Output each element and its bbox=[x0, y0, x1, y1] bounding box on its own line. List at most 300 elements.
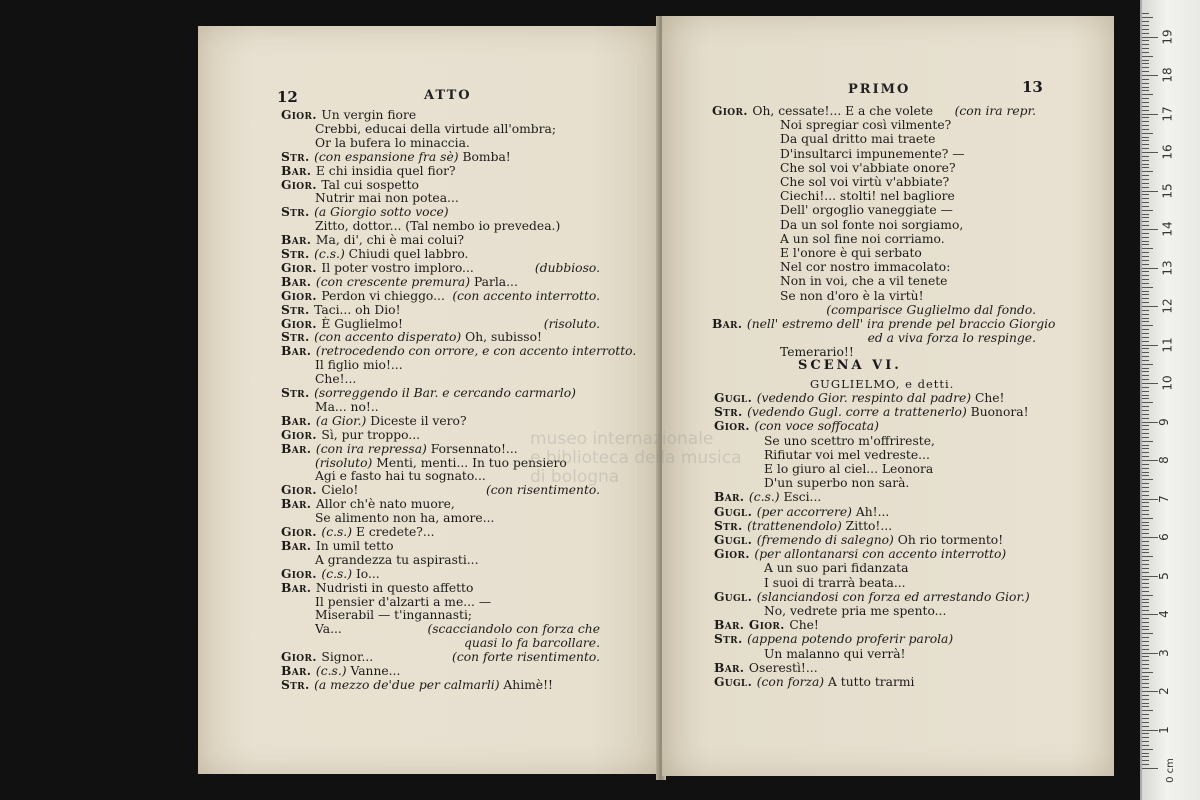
speaker-label: Str. bbox=[281, 204, 315, 220]
verse-text: Nel cor nostro immacolato: bbox=[780, 260, 951, 275]
text-line bbox=[281, 178, 419, 192]
text-line bbox=[712, 161, 956, 175]
text-line bbox=[281, 553, 478, 567]
verse-text: Perdon vi chieggo... bbox=[321, 288, 445, 303]
text-line bbox=[714, 590, 1030, 604]
ruler-tick bbox=[1142, 152, 1158, 153]
text-line bbox=[712, 104, 933, 118]
ruler-tick bbox=[1142, 294, 1149, 295]
stage-direction: (vedendo Gior. respinto dal padre) bbox=[756, 391, 975, 405]
ruler-number: 3 bbox=[1156, 648, 1171, 657]
text-line bbox=[281, 136, 470, 150]
ruler-tick bbox=[1142, 233, 1149, 234]
ruler-number: 6 bbox=[1156, 533, 1171, 541]
text-line bbox=[281, 219, 560, 233]
text-line bbox=[714, 647, 906, 661]
text-line bbox=[714, 533, 1003, 547]
text-line bbox=[714, 561, 908, 575]
speaker-label: Str. bbox=[714, 517, 748, 533]
ruler-tick bbox=[1142, 210, 1153, 211]
ruler-tick bbox=[1142, 337, 1149, 338]
scene-heading: SCENA VI. bbox=[798, 358, 902, 373]
verse-text: Oserestì!... bbox=[748, 660, 818, 675]
ruler-tick bbox=[1142, 214, 1149, 215]
verse-text: Se alimento non ha, amore... bbox=[315, 511, 495, 526]
ruler-tick bbox=[1142, 395, 1149, 396]
text-line bbox=[281, 525, 435, 539]
speaker-label: Bar. bbox=[281, 663, 316, 678]
ruler-tick bbox=[1142, 371, 1149, 372]
verse-text: Se uno scettro m'offrireste, bbox=[764, 433, 935, 448]
text-line bbox=[712, 175, 949, 189]
ruler-tick bbox=[1142, 429, 1149, 430]
verse-text: Il poter vostro imploro... bbox=[321, 260, 474, 275]
ruler-tick bbox=[1142, 117, 1149, 118]
stage-direction: (risoluto) bbox=[315, 455, 377, 470]
ruler-tick bbox=[1142, 329, 1149, 330]
ruler-tick bbox=[1142, 198, 1149, 199]
ruler-tick bbox=[1142, 622, 1149, 623]
ruler-number: 16 bbox=[1160, 144, 1175, 160]
ruler-tick bbox=[1142, 202, 1149, 203]
ruler-tick bbox=[1142, 564, 1149, 565]
ruler-tick bbox=[1142, 256, 1149, 257]
ruler-tick bbox=[1142, 491, 1149, 492]
ruler-tick bbox=[1142, 252, 1149, 253]
text-line bbox=[712, 232, 945, 246]
ruler-number: 8 bbox=[1156, 456, 1171, 464]
text-line bbox=[714, 490, 821, 504]
text-line bbox=[281, 483, 358, 497]
ruler-number: 1 bbox=[1156, 725, 1171, 734]
text-line bbox=[281, 122, 556, 136]
stage-direction: (vedendo Gugl. corre a trattenerlo) bbox=[747, 405, 971, 420]
verse-text: Oh, subisso! bbox=[465, 330, 542, 345]
verse-text: Da un sol fonte noi sorgiamo, bbox=[780, 217, 964, 232]
ruler-tick bbox=[1142, 549, 1149, 550]
ruler-tick bbox=[1142, 206, 1149, 207]
ruler-tick bbox=[1142, 279, 1149, 280]
ruler-tick bbox=[1142, 29, 1149, 30]
ruler-tick bbox=[1142, 676, 1149, 677]
text-line bbox=[281, 442, 518, 456]
text-line bbox=[281, 247, 468, 261]
speaker-label: Bar. bbox=[281, 162, 316, 178]
stage-direction-right: quasi lo fa barcollare. bbox=[464, 636, 600, 651]
speaker-label: Gugl. bbox=[714, 532, 757, 547]
speaker-label: Str. bbox=[281, 246, 315, 261]
ruler-tick bbox=[1142, 687, 1149, 688]
ruler-tick bbox=[1142, 87, 1149, 88]
verse-text: Forsennato!... bbox=[430, 441, 518, 456]
ruler-tick bbox=[1142, 672, 1153, 673]
text-line bbox=[714, 405, 1029, 419]
verse-text: D'un superbo non sarà. bbox=[764, 476, 910, 491]
ruler-tick bbox=[1142, 495, 1149, 496]
ruler-tick bbox=[1142, 614, 1158, 615]
text-line bbox=[712, 289, 924, 303]
ruler-tick bbox=[1142, 360, 1149, 361]
verse-text: In umil tetto bbox=[315, 538, 394, 553]
ruler-tick bbox=[1142, 587, 1149, 588]
ruler-tick bbox=[1142, 583, 1149, 584]
verse-text: Che! bbox=[789, 618, 819, 633]
ruler-tick bbox=[1142, 425, 1149, 426]
stage-direction: (con ira repressa) bbox=[315, 441, 431, 456]
speaker-label: Bar. bbox=[281, 440, 316, 456]
ruler-tick bbox=[1142, 318, 1149, 319]
stage-direction: (per allontanarsi con accento interrotto) bbox=[754, 547, 1007, 562]
scene-characters: GUGLIELMO, e detti. bbox=[810, 377, 955, 391]
stage-direction: (con accento disperato) bbox=[314, 330, 466, 345]
stage-direction: (slanciandosi con forza ed arrestando Gior.) bbox=[756, 589, 1030, 604]
speaker-label: Gugl. bbox=[714, 674, 757, 689]
ruler-tick bbox=[1142, 164, 1149, 165]
ruler-tick bbox=[1142, 333, 1149, 334]
ruler-tick bbox=[1142, 468, 1149, 469]
ruler-tick bbox=[1142, 691, 1158, 692]
speaker-label: Bar. bbox=[714, 659, 749, 675]
verse-text: A grandezza tu aspirasti... bbox=[315, 552, 479, 567]
verse-text: A tutto trarmi bbox=[828, 675, 915, 689]
stage-direction-right: ed a viva forza lo respinge. bbox=[867, 331, 1036, 346]
ruler-tick bbox=[1142, 514, 1149, 515]
verse-text: Oh rio tormento! bbox=[897, 533, 1004, 547]
verse-text: Che! bbox=[974, 391, 1005, 405]
verse-text: E lo giuro al ciel... Leonora bbox=[764, 462, 934, 476]
speaker-label: Gior. bbox=[281, 107, 322, 122]
text-line bbox=[281, 233, 464, 247]
ruler-tick bbox=[1142, 183, 1149, 184]
library-watermark bbox=[530, 430, 780, 487]
text-line bbox=[714, 505, 889, 519]
text-line bbox=[714, 618, 819, 632]
ruler-tick bbox=[1142, 225, 1149, 226]
ruler-tick bbox=[1142, 576, 1158, 577]
speaker-label: Bar. bbox=[281, 537, 316, 553]
ruler-tick bbox=[1142, 402, 1153, 403]
speaker-label: Bar. bbox=[281, 343, 316, 359]
ruler-tick bbox=[1142, 653, 1158, 654]
verse-text: E l'onore è qui serbato bbox=[780, 246, 922, 260]
verse-text: Zitto, dottor... (Tal nembo io prevedea.) bbox=[315, 219, 561, 234]
ruler-tick bbox=[1142, 341, 1149, 342]
text-line bbox=[281, 289, 445, 303]
ruler-tick bbox=[1142, 217, 1149, 218]
ruler-tick bbox=[1142, 599, 1149, 600]
speaker-label: Gugl. bbox=[714, 588, 757, 604]
ruler-tick bbox=[1142, 768, 1158, 769]
verse-text: A un suo pari fidanzata bbox=[764, 561, 909, 576]
text-line bbox=[281, 650, 373, 664]
ruler-tick bbox=[1142, 410, 1149, 411]
text-line bbox=[281, 372, 356, 386]
ruler-tick bbox=[1142, 737, 1149, 738]
ruler-tick bbox=[1142, 591, 1149, 592]
ruler-tick bbox=[1142, 703, 1149, 704]
ruler-number: 10 bbox=[1160, 375, 1175, 391]
verse-text: Tal cui sospetto bbox=[321, 177, 419, 192]
stage-direction: (c.s.) bbox=[748, 490, 784, 505]
ruler-tick bbox=[1142, 441, 1153, 442]
stage-direction: (con crescente premura) bbox=[315, 274, 474, 289]
ruler-tick bbox=[1142, 121, 1149, 122]
verse-text: Ah!... bbox=[855, 504, 890, 519]
ruler-tick bbox=[1142, 722, 1149, 723]
ruler-tick bbox=[1142, 48, 1149, 49]
text-line bbox=[281, 164, 456, 178]
ruler-tick bbox=[1142, 706, 1149, 707]
ruler-tick bbox=[1142, 194, 1149, 195]
verse-text: Che sol voi v'abbiate onore? bbox=[780, 160, 956, 175]
verse-text: È Guglielmo! bbox=[321, 316, 403, 331]
ruler-tick bbox=[1142, 525, 1149, 526]
ruler-tick bbox=[1142, 379, 1149, 380]
ruler-tick bbox=[1142, 271, 1149, 272]
stage-direction: (c.s.) bbox=[315, 664, 351, 678]
text-line bbox=[712, 218, 963, 232]
text-line bbox=[281, 622, 342, 636]
text-line bbox=[712, 260, 950, 274]
ruler-tick bbox=[1142, 456, 1149, 457]
ruler-tick bbox=[1142, 475, 1149, 476]
ruler-tick bbox=[1142, 248, 1153, 249]
verse-text: Miserabil — t'ingannasti; bbox=[315, 608, 473, 623]
verse-text: Non in voi, che a vil tenete bbox=[780, 274, 948, 289]
text-line bbox=[712, 274, 947, 288]
ruler-tick bbox=[1142, 40, 1149, 41]
speaker-label: Gugl. bbox=[714, 503, 757, 519]
verse-text: Buonora! bbox=[970, 405, 1029, 420]
ruler-tick bbox=[1142, 244, 1149, 245]
ruler-tick bbox=[1142, 302, 1149, 303]
watermark-line: museo internazionale bbox=[530, 429, 714, 449]
text-line bbox=[281, 344, 636, 358]
text-line bbox=[281, 261, 474, 275]
text-line bbox=[714, 391, 1005, 405]
ruler-tick bbox=[1142, 741, 1149, 742]
speaker-label: Gior. bbox=[714, 546, 755, 562]
speaker-label: Gior. bbox=[714, 418, 755, 434]
ruler-tick bbox=[1142, 610, 1149, 611]
ruler-tick bbox=[1142, 460, 1158, 461]
ruler-tick bbox=[1142, 348, 1149, 349]
text-line bbox=[712, 132, 935, 146]
text-line bbox=[281, 414, 467, 428]
text-line bbox=[281, 150, 511, 164]
speaker-label: Gior. bbox=[281, 482, 322, 498]
speaker-label: Str. bbox=[281, 676, 315, 692]
verse-text: Va... bbox=[315, 622, 342, 637]
ruler-tick bbox=[1142, 645, 1149, 646]
ruler-tick bbox=[1142, 187, 1149, 188]
ruler-number: 2 bbox=[1156, 687, 1171, 695]
speaker-label: Gior. bbox=[281, 176, 322, 192]
verse-text: Che!... bbox=[315, 372, 357, 387]
ruler-tick bbox=[1142, 529, 1149, 530]
ruler-tick bbox=[1142, 287, 1153, 288]
verse-text: I suoi di trarrà beata... bbox=[764, 575, 906, 590]
ruler-tick bbox=[1142, 314, 1149, 315]
stage-direction-right: (scacciandolo con forza che bbox=[427, 622, 600, 637]
ruler-tick bbox=[1142, 60, 1149, 61]
ruler-number: 5 bbox=[1156, 571, 1171, 580]
ruler-tick bbox=[1142, 75, 1158, 76]
ruler-tick bbox=[1142, 656, 1149, 657]
ruler-tick bbox=[1142, 52, 1149, 53]
ruler-tick bbox=[1142, 264, 1149, 265]
ruler-tick bbox=[1142, 568, 1149, 569]
ruler-tick bbox=[1142, 167, 1149, 168]
verse-text: Oh, cessate!... E a che volete bbox=[752, 104, 934, 118]
stage-direction: (sorreggendo il Bar. e cercando carmarlo) bbox=[314, 386, 576, 400]
ruler-tick bbox=[1142, 464, 1149, 465]
ruler-tick bbox=[1142, 137, 1149, 138]
ruler-tick bbox=[1142, 760, 1149, 761]
ruler-tick bbox=[1142, 552, 1149, 553]
verse-text: Signor... bbox=[321, 650, 374, 665]
ruler-tick bbox=[1142, 629, 1149, 630]
ruler-tick bbox=[1142, 129, 1149, 130]
ruler-tick bbox=[1142, 499, 1158, 500]
text-line bbox=[714, 675, 914, 689]
verse-text: E credete?... bbox=[355, 525, 435, 539]
ruler-tick bbox=[1142, 683, 1149, 684]
stage-direction-right: (comparisce Guglielmo dal fondo. bbox=[826, 302, 1036, 317]
verse-text: Ma... no!.. bbox=[315, 399, 379, 414]
page-number-right: 13 bbox=[1022, 78, 1043, 96]
ruler-tick bbox=[1142, 33, 1149, 34]
ruler-tick bbox=[1142, 179, 1149, 180]
verse-text: Vanne... bbox=[350, 664, 401, 678]
ruler-tick bbox=[1142, 445, 1149, 446]
ruler-tick bbox=[1142, 368, 1149, 369]
verse-text: Allor ch'è nato muore, bbox=[315, 497, 455, 512]
stage-direction-right: (con ira repr. bbox=[954, 104, 1036, 118]
ruler-tick bbox=[1142, 679, 1149, 680]
speaker-label: Bar. bbox=[281, 273, 316, 289]
ruler-tick bbox=[1142, 756, 1149, 757]
ruler-number: 18 bbox=[1160, 67, 1175, 83]
text-line bbox=[281, 108, 416, 122]
ruler-tick bbox=[1142, 595, 1153, 596]
ruler-tick bbox=[1142, 13, 1149, 14]
ruler-tick bbox=[1142, 406, 1149, 407]
verse-text: Crebbi, educai della virtude all'ombra; bbox=[315, 121, 556, 136]
text-line bbox=[281, 664, 400, 678]
ruler-tick bbox=[1142, 448, 1149, 449]
ruler-tick bbox=[1142, 422, 1158, 423]
verse-text: Se non d'oro è la virtù! bbox=[780, 288, 924, 303]
ruler-tick bbox=[1142, 695, 1149, 696]
text-line bbox=[281, 497, 455, 511]
ruler-tick bbox=[1142, 237, 1149, 238]
ruler-tick bbox=[1142, 283, 1149, 284]
verse-text: Il figlio mio!... bbox=[315, 358, 403, 373]
speaker-label: Gior. bbox=[281, 287, 322, 303]
ruler-tick bbox=[1142, 94, 1153, 95]
verse-text: Diceste il vero? bbox=[370, 413, 467, 428]
text-line bbox=[281, 330, 542, 344]
ruler-tick bbox=[1142, 156, 1149, 157]
ruler-tick bbox=[1142, 106, 1149, 107]
ruler-tick bbox=[1142, 260, 1149, 261]
verse-text: Or la bufera lo minaccia. bbox=[315, 135, 470, 150]
ruler-number: 4 bbox=[1156, 610, 1171, 618]
ruler-unit: 0 cm bbox=[1164, 758, 1176, 783]
ruler-tick bbox=[1142, 102, 1149, 103]
speaker-label: Gior. bbox=[712, 103, 753, 118]
speaker-label: Bar. bbox=[281, 496, 316, 512]
ruler-tick bbox=[1142, 699, 1149, 700]
ruler-number: 17 bbox=[1160, 105, 1175, 122]
verse-text: Menti, menti... In tuo pensiero bbox=[376, 455, 567, 470]
ruler-tick bbox=[1142, 545, 1149, 546]
ruler-tick bbox=[1142, 745, 1149, 746]
ruler-tick bbox=[1142, 518, 1153, 519]
ruler-tick bbox=[1142, 268, 1158, 269]
ruler-tick bbox=[1142, 90, 1149, 91]
ruler-tick bbox=[1142, 602, 1149, 603]
ruler-tick bbox=[1142, 306, 1158, 307]
ruler-tick bbox=[1142, 664, 1149, 665]
ruler-tick bbox=[1142, 626, 1149, 627]
stage-direction: (a mezzo de'due per calmarli) bbox=[314, 677, 504, 692]
ruler-tick bbox=[1142, 133, 1153, 134]
ruler-tick bbox=[1142, 764, 1149, 765]
ruler-tick bbox=[1142, 37, 1158, 38]
speaker-label: Gior. bbox=[281, 315, 322, 331]
stage-direction-right: (con forte risentimento. bbox=[452, 650, 600, 665]
ruler-tick bbox=[1142, 175, 1149, 176]
stage-direction: (retrocedendo con orrore, e con accento interrotto. bbox=[315, 344, 637, 359]
page-number-left: 12 bbox=[277, 88, 298, 106]
text-line bbox=[712, 147, 965, 161]
text-line bbox=[712, 118, 951, 132]
ruler-tick bbox=[1142, 125, 1149, 126]
verse-text: No, vedrete pria me spento... bbox=[764, 604, 947, 618]
verse-text: Taci... oh Dio! bbox=[314, 302, 401, 317]
ruler-tick bbox=[1142, 606, 1149, 607]
stage-direction-right: (con risentimento. bbox=[485, 483, 600, 498]
stage-direction: (c.s.) bbox=[321, 566, 356, 581]
ruler-tick bbox=[1142, 298, 1149, 299]
ruler-tick bbox=[1142, 510, 1149, 511]
ruler-tick bbox=[1142, 160, 1149, 161]
ruler-tick bbox=[1142, 375, 1149, 376]
text-line bbox=[281, 511, 494, 525]
ruler-number: 14 bbox=[1160, 221, 1175, 237]
verse-text: Temerario!! bbox=[780, 345, 854, 360]
verse-text: D'insultarci impunemente? — bbox=[780, 146, 965, 161]
stage-direction: (con forza) bbox=[756, 675, 828, 689]
verse-text: Ahimè!! bbox=[503, 677, 553, 692]
text-line bbox=[281, 317, 403, 331]
text-line bbox=[281, 567, 380, 581]
ruler-tick bbox=[1142, 325, 1153, 326]
text-line bbox=[714, 661, 818, 675]
text-line bbox=[281, 581, 473, 595]
ruler-tick bbox=[1142, 556, 1153, 557]
verse-text: Bomba! bbox=[462, 149, 511, 164]
ruler-tick bbox=[1142, 110, 1149, 111]
ruler-tick bbox=[1142, 345, 1158, 346]
stage-direction: (c.s.) bbox=[314, 247, 349, 261]
ruler-tick bbox=[1142, 660, 1149, 661]
ruler-tick bbox=[1142, 63, 1149, 64]
text-line bbox=[712, 246, 922, 260]
text-line bbox=[281, 456, 567, 470]
